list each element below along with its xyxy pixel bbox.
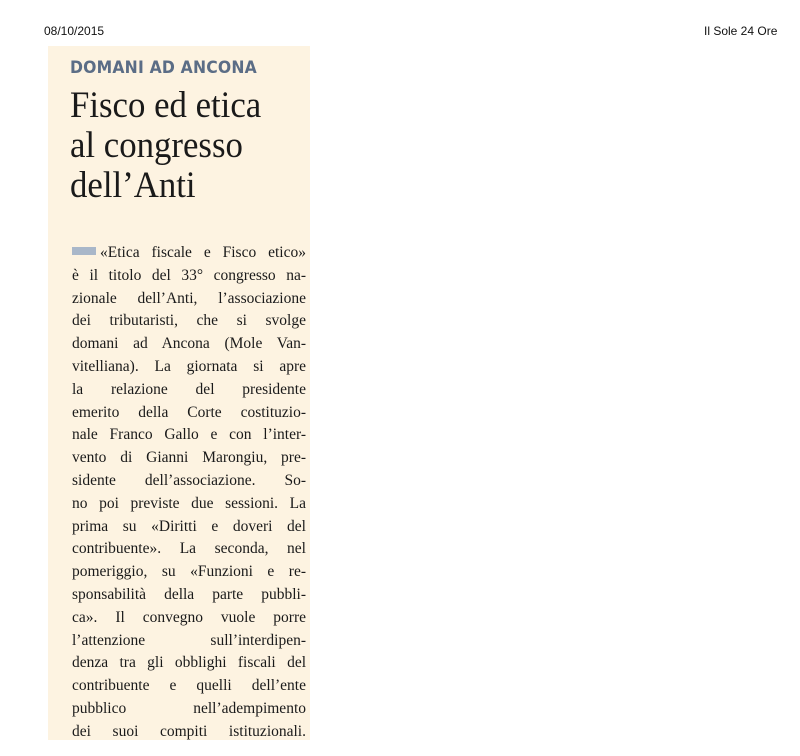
body-line: è il titolo del 33° congresso na-: [72, 266, 306, 284]
body-line: vitelliana). La giornata si apre: [72, 357, 306, 375]
body-line: sidente dell’associazione. So-: [72, 471, 306, 489]
title-line: al congresso: [70, 125, 243, 166]
body-line: prima su «Diritti e doveri del: [72, 517, 306, 535]
body-line: contribuente e quelli dell’ente: [72, 677, 306, 695]
article-date: 08/10/2015: [44, 24, 105, 38]
body-line: domani ad Ancona (Mole Van-: [72, 335, 306, 353]
body-line: «Etica fiscale e Fisco etico»: [100, 244, 306, 261]
newspaper-source: Il Sole 24 Ore: [704, 24, 778, 38]
body-line: contribuente». La seconda, nel: [72, 540, 306, 558]
article-title: [70, 86, 300, 206]
body-line: vento di Gianni Marongiu, pre-: [72, 449, 306, 467]
body-first-line: [72, 242, 306, 265]
article-body: [72, 242, 306, 744]
body-line: zionale dell’Anti, l’associazione: [72, 289, 306, 307]
title-line: Fisco ed etica: [70, 85, 262, 126]
paragraph-marker-icon: [72, 247, 96, 255]
title-line: dell’Anti: [70, 165, 196, 206]
body-line: dei tributaristi, che si svolge: [72, 312, 306, 330]
body-line: pomeriggio, su «Funzioni e re-: [72, 563, 306, 581]
body-line: denza tra gli obblighi fiscali del: [72, 654, 306, 672]
body-line: nale Franco Gallo e con l’inter-: [72, 426, 306, 444]
body-line: emerito della Corte costituzio-: [72, 403, 306, 421]
body-line: sponsabilità della parte pubbli-: [72, 585, 306, 603]
body-line: l’attenzione sull’interdipen-: [72, 631, 306, 649]
news-clipping: [48, 46, 310, 740]
body-line: la relazione del presidente: [72, 380, 306, 398]
body-line: no poi previste due sessioni. La: [72, 494, 306, 512]
body-line: ca». Il convegno vuole porre: [72, 608, 306, 626]
body-line: dei suoi compiti istituzionali.: [72, 722, 306, 740]
article-kicker: DOMANI AD ANCONA: [70, 58, 257, 78]
body-line: pubblico nell’adempimento: [72, 699, 306, 717]
